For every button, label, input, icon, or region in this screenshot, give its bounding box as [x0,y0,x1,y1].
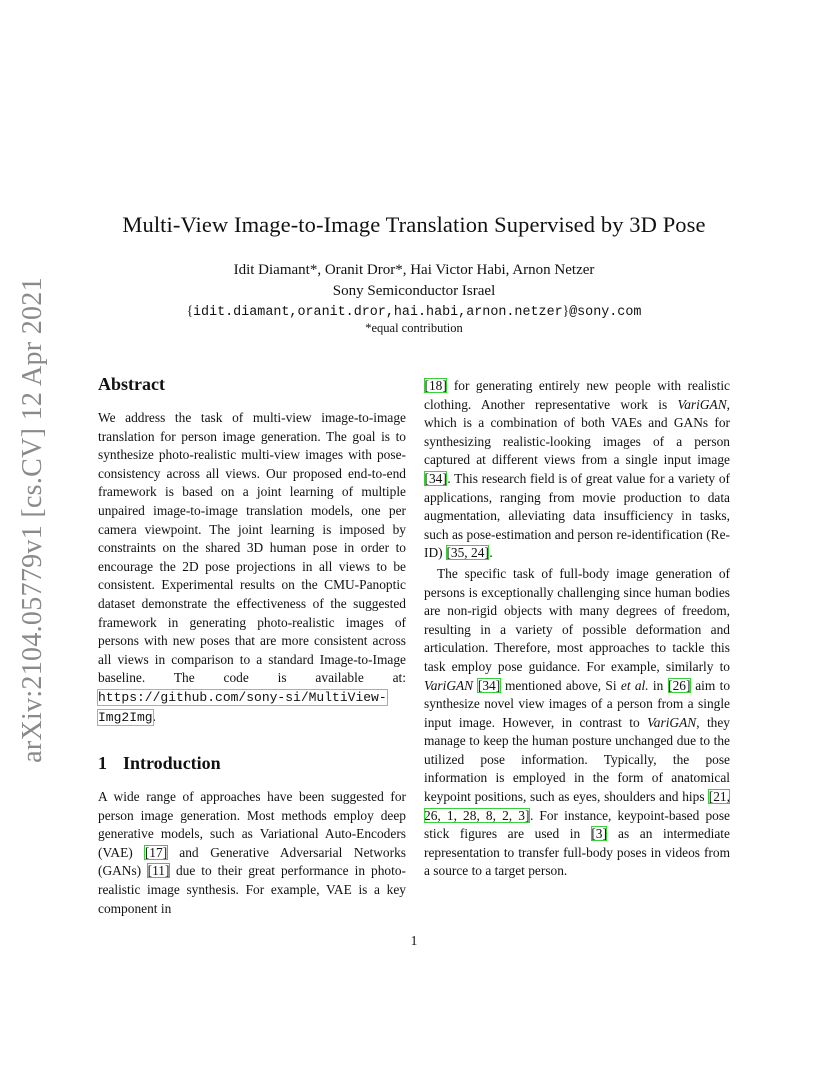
abstract-heading: Abstract [98,374,165,394]
citation-link[interactable]: [11] [147,863,170,879]
citation-link[interactable]: [18] [424,378,447,393]
email-brace-open: { [186,303,193,318]
citation-link[interactable]: [35, 24] [446,545,489,561]
email-domain: @sony.com [569,305,642,320]
variGAN-term: VariGAN [677,396,727,412]
citation-link[interactable]: [21, 26, 1, 28, 8, 2, 3] [424,789,730,823]
intro-p2-text-b: mentioned above, Si [505,677,617,693]
abstract-end: . [152,708,156,724]
intro-p2-text-e: . For instance, keypoint-based pose stick figures are used in [424,807,730,842]
variGAN-term: VariGAN [647,714,697,730]
intro-p1-end: . [489,545,493,561]
arxiv-identifier-text: arXiv:2104.05779v1 [cs.CV] 12 Apr 2021 [17,277,48,763]
author-emails [0,303,828,320]
intro-p2-text-b2: in [652,677,664,693]
citation-link[interactable]: [34] [424,470,447,486]
citation-link[interactable]: [34] [477,677,501,693]
intro-p2-text-a: The specific task of full-body image generation of persons is exceptionally challenging since human bodies are non-rigid objects with many degrees of freedom, resulting in a variety of possible deformation and articulation. Therefore, most approaches to tackle this task employ pose guidance. For example, similarly to [424,565,730,674]
intro-p1-text-e: , which is a combination of both VAEs and GANs for synthesizing realistic-looking images of a person captured at different views from a single input image [424,396,730,468]
email-names: idit.diamant,oranit.dror,hai.habi,arnon.netzer [193,305,563,320]
affiliation: Sony Semiconductor Israel [332,283,496,299]
left-column [98,374,406,918]
intro-p1-text-c: due to their great performance in photo-realistic image synthesis. For example, VAE is a key component in [98,863,406,916]
intro-p2-text-f: as an intermediate representation to transfer full-body poses in videos from a source to a target person. [424,826,730,879]
paper-title: Multi-View Image-to-Image Translation Supervised by 3D Pose [122,212,706,237]
variGAN-term: VariGAN [424,677,474,693]
intro-p1-text-f: . This research field is of great value for a variety of applications, ranging from movie production to data augmentation, alleviating data insufficiency in tasks, such as pose-estimation and person re-identification (Re-ID) [424,470,730,561]
arxiv-identifier-stamp [16,277,50,763]
equal-contribution-note: *equal contribution [365,321,463,335]
email-brace-close: } [562,303,570,318]
intro-p1-text-d: for generating entirely new people with realistic clothing. Another representative work is [424,378,730,412]
intro-p1-text-a: A wide range of approaches have been suggested for person image generation. Most methods employ deep generative models, such as Variational Auto-Encoders (VAE) [98,789,406,860]
intro-p1-text-b: and Generative Adversarial Networks (GANs) [98,844,406,879]
section-number: 1 [98,753,107,774]
right-column [424,377,730,881]
code-repository-link[interactable]: https://github.com/sony-si/MultiView-Img2Img [98,689,387,725]
introduction-paragraph-2 [424,565,730,881]
et-al-term: et al. [620,677,649,693]
introduction-paragraph-1 [98,788,406,918]
introduction-paragraph-1-continued [424,377,730,563]
introduction-heading [98,753,406,774]
citation-link[interactable]: [26] [668,677,691,693]
abstract-text: We address the task of multi-view image-to-image translation for person image generation. The goal is to synthesize photo-realistic multi-view images with pose-consistency across all views. Our proposed end-to-end framework is based on a joint learning of multiple unpaired image-to-image translation models, one per camera viewpoint. The joint learning is imposed by constraints on the shared 3D human pose in order to encourage the 2D pose projections in all views to be consistent. Experimental results on the CMU-Panoptic dataset demonstrate the effectiveness of the suggested framework in generating photo-realistic images of persons with new poses that are more consistent across all views in comparison to a standard Image-to-Image baseline. The code is available at: [98,410,406,686]
abstract-paragraph [98,409,406,727]
citation-link[interactable]: [17] [144,844,168,860]
intro-p2-text-d: , they manage to keep the human posture unchanged due to the utilized pose information. Typically, the pose information is employed in the form of anatomical keypoint positions, such as eyes, shoulders and hips [424,714,730,805]
section-title: Introduction [123,753,221,774]
citation-link[interactable]: [3] [591,826,607,842]
author-list: Idit Diamant*, Oranit Dror*, Hai Victor Habi, Arnon Netzer [233,262,595,278]
intro-p2-text-c: aim to synthesize novel view images of a person from a single input image. However, in contrast to [424,677,731,730]
page-number: 1 [410,933,418,948]
